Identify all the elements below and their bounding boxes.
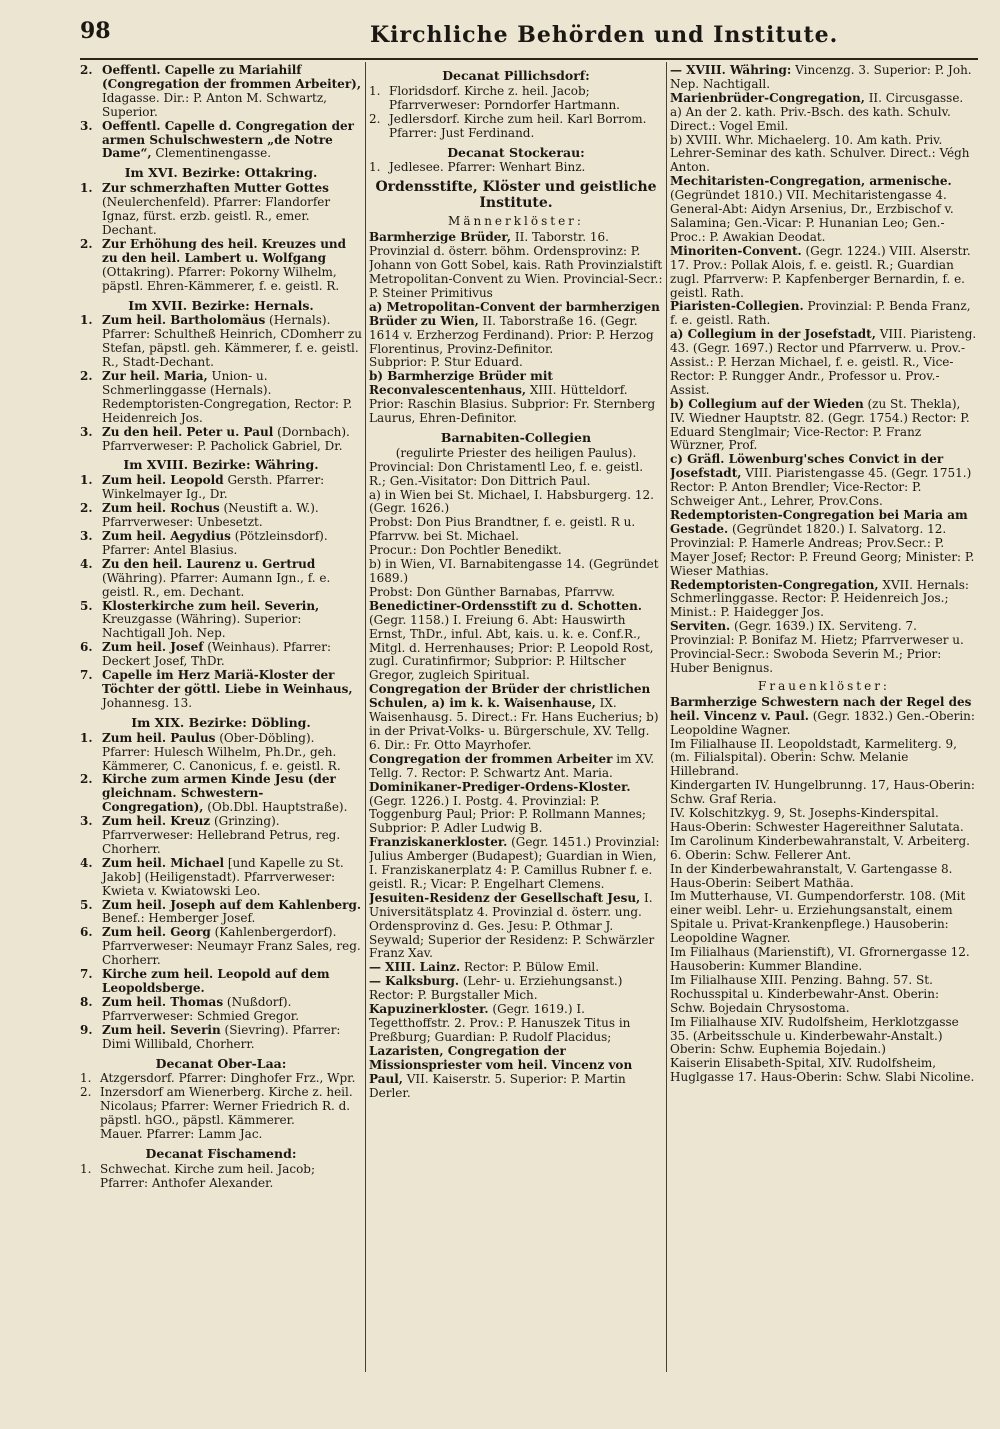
entry-details: (Währing). Pfarrer: Aumann Ign., f. e. geistl. R., em. Dechant. xyxy=(102,570,331,599)
column-divider xyxy=(666,62,667,1372)
entry-number: 1. xyxy=(369,83,381,98)
entry-details: (zu St. Thekla), IV. Wiedner Hauptstr. 82. (Gegr. 1754.) Rector: P. Eduard Stenglmair; Vice-Rector: P. Franz Würzner, Prof. xyxy=(670,396,970,453)
entry-name: Zum heil. Thomas xyxy=(102,994,224,1009)
entry-name: Congregation der frommen Arbeiter xyxy=(369,751,613,766)
entry-name: Zu den heil. Peter u. Paul xyxy=(102,424,274,439)
entry-details: Provinzial: P. Benda Franz, f. e. geistl. Rath. xyxy=(670,299,971,328)
entry-name: Oeffentl. Capelle zu Mariahilf (Congregation der frommen Arbeiter), xyxy=(102,64,361,91)
entry-name: — Kalksburg. xyxy=(369,974,460,989)
section-heading: Barnabiten-Collegien xyxy=(440,429,592,445)
directory-entry xyxy=(670,92,978,106)
entry-details: Benef.: Hemberger Josef. xyxy=(102,911,256,926)
entry-details: (Neustift a. W.). Pfarrverweser: Unbesetzt. xyxy=(102,501,319,530)
entry-details: Jedlersdorf. Kirche zum heil. Karl Borrom. Pfarrer: Just Ferdinand. xyxy=(389,111,647,140)
entry-number: 1. xyxy=(80,1161,92,1176)
directory-entry xyxy=(80,669,362,711)
column-middle xyxy=(369,64,663,1369)
entry-number: 1. xyxy=(80,730,93,745)
directory-entry xyxy=(80,370,362,426)
directory-entry xyxy=(670,807,978,835)
entry-details: II. Taborstraße 16. (Gegr. 1614 v. Erzherzog Ferdinand). Prior: P. Herzog Florentinus, Provinz-Definitor. xyxy=(369,313,654,356)
directory-entry xyxy=(369,892,663,962)
entry-number: 1. xyxy=(80,1071,92,1086)
entry-details: (Ottakring). Pfarrer: Pokorny Wilhelm, päpstl. Ehren-Kämmerer, f. e. geistl. R. xyxy=(102,264,340,293)
directory-entry xyxy=(80,773,362,815)
entry-name: Serviten. xyxy=(670,619,731,634)
directory-entry xyxy=(369,113,663,141)
directory-entry xyxy=(80,530,362,558)
directory-entry xyxy=(670,453,978,509)
entry-details: (Grinzing). Pfarrverweser: Hellebrand Petrus, reg. Chorherr. xyxy=(102,814,341,856)
directory-entry xyxy=(670,863,978,891)
entry-name: Congregation der Brüder der christlichen Schulen, a) im k. k. Waisenhause, xyxy=(369,682,651,711)
entry-details: (Gegr. 1619.) I. Tegetthoffstr. 2. Prov.: P. Hanuszek Titus in Preßburg; Guardian: P. Rudolf Placidus; xyxy=(369,1002,631,1044)
entry-name: a) Collegium in der Josefstadt, xyxy=(670,327,876,342)
entry-number: 1. xyxy=(369,160,381,175)
entry-details: Atzgersdorf. Pfarrer: Dinghofer Frz., Wpr. xyxy=(100,1071,356,1086)
entry-details: Kreuzgasse (Währing). Superior: Nachtigall Joh. Nep. xyxy=(102,612,302,641)
directory-entry xyxy=(369,461,663,489)
directory-entry xyxy=(80,1163,362,1191)
entry-number: 2. xyxy=(80,1085,92,1100)
entry-name: Piaristen-Collegien. xyxy=(670,299,804,314)
directory-entry xyxy=(369,1003,663,1045)
directory-entry xyxy=(670,106,978,134)
entry-name: b) Collegium auf der Wieden xyxy=(670,396,864,411)
entry-details: IV. Kolschitzkyg. 9, St. Josephs-Kinderspital. Haus-Oberin: Schwester Hagereithner Salutata. xyxy=(670,806,964,834)
entry-number: 3. xyxy=(80,118,93,133)
entry-details: b) XVIII. Whr. Michaelerg. 10. Am kath. Priv. Lehrer-Seminar des kath. Schulver. Direct.: Végh Anton. xyxy=(670,132,970,175)
section-heading: Im XVI. Bezirke: Ottakring. xyxy=(124,165,318,181)
directory-entry xyxy=(80,182,362,238)
directory-entry xyxy=(80,926,362,968)
directory-entry xyxy=(369,231,663,301)
entry-details: Kindergarten IV. Hungelbrunng. 17, Haus-Oberin: Schw. Graf Reria. xyxy=(670,778,975,807)
entry-name: Redemptoristen-Congregation, xyxy=(670,577,879,592)
entry-details: Vincenzg. 3. Superior: P. Joh. Nep. Nachtigall. xyxy=(670,64,972,91)
directory-entry xyxy=(369,1045,663,1101)
directory-entry xyxy=(670,64,978,92)
entry-details: a) in Wien bei St. Michael, I. Habsburgerg. 12. (Gegr. 1626.) xyxy=(369,487,654,516)
section-heading: Im XVIII. Bezirke: Währing. xyxy=(123,457,319,473)
entry-details: (Kahlenbergerdorf). Pfarrverweser: Neumayr Franz Sales, reg. Chorherr. xyxy=(102,925,361,968)
directory-entry xyxy=(80,426,362,454)
entry-details: Inzersdorf am Wienerberg. Kirche z. heil. Nicolaus; Pfarrer: Werner Friedrich R. d. päpstl. hGO., päpstl. Kämmerer. xyxy=(100,1085,353,1128)
directory-entry xyxy=(670,1016,978,1058)
entry-details: Im Mutterhause, VI. Gumpendorferstr. 108. (Mit einer weibl. Lehr- u. Erziehungsanstalt, einem Spitale u. Privat-Krankenpflege.) Hausoberin: Leopoldine Wagner. xyxy=(670,889,966,946)
directory-entry xyxy=(369,161,663,175)
entry-name: — XVIII. Währing: xyxy=(670,64,792,77)
column-right xyxy=(670,64,978,1369)
entry-number: 7. xyxy=(80,668,93,683)
entry-name: Mechitaristen-Congregation, armenische. xyxy=(670,174,952,189)
entry-details: Jedlesee. Pfarrer: Wenhart Binz. xyxy=(389,160,586,175)
entry-number: 3. xyxy=(80,814,93,829)
directory-entry xyxy=(80,314,362,370)
entry-name: Jesuiten-Residenz der Gesellschaft Jesu, xyxy=(369,890,641,905)
directory-entry xyxy=(670,328,978,398)
entry-name: c) Gräfl. Löwenburg'sches Convict in der Josefstadt, xyxy=(670,452,944,481)
entry-details: Rector: P. Bülow Emil. xyxy=(460,960,600,975)
column-left xyxy=(80,64,362,1369)
entry-name: Zum heil. Michael xyxy=(102,855,225,870)
directory-entry xyxy=(369,836,663,892)
entry-details: (Pötzleinsdorf). Pfarrer: Antel Blasius. xyxy=(102,529,328,557)
directory-entry xyxy=(670,946,978,974)
directory-entry xyxy=(369,301,663,357)
page-number: 98 xyxy=(80,18,111,44)
entry-details: Johannesg. 13. xyxy=(102,695,193,710)
directory-entry xyxy=(670,696,978,738)
entry-details: Idagasse. Dir.: P. Anton M. Schwartz, Superior. xyxy=(102,90,327,119)
directory-entry xyxy=(369,356,663,370)
entry-details: Schwechat. Kirche zum heil. Jacob; Pfarrer: Anthofer Alexander. xyxy=(100,1161,316,1190)
entry-details: Im Filialhaus (Marienstift), VI. Gfrornergasse 12. Hausoberin: Kummer Blandine. xyxy=(670,945,970,973)
directory-entry xyxy=(670,398,978,454)
entry-details: XIII. Hütteldorf. Prior: Raschin Blasius. Subprior: Fr. Sternberg Laurus, Ehren-Definitor. xyxy=(369,383,656,426)
directory-entry xyxy=(670,779,978,807)
entry-number: 2. xyxy=(80,772,93,787)
entry-number: 6. xyxy=(80,925,93,940)
entry-details: In der Kinderbewahranstalt, V. Gartengasse 8. Haus-Oberin: Seibert Mathäa. xyxy=(670,861,953,890)
entry-name: Zum heil. Kreuz xyxy=(102,814,211,829)
entry-name: Redemptoristen-Congregation bei Maria am Gestade. xyxy=(670,508,968,536)
section-heading: Decanat Stockerau: xyxy=(447,144,585,160)
section-heading: Im XVII. Bezirke: Hernals. xyxy=(128,297,314,313)
entry-number: 2. xyxy=(80,64,93,77)
entry-number: 8. xyxy=(80,994,93,1009)
directory-entry xyxy=(670,1057,978,1085)
entry-name: Zum heil. Bartholomäus xyxy=(102,313,266,328)
entry-name: Kirche zum heil. Leopold auf dem Leopoldsberge. xyxy=(102,967,330,995)
entry-details: (Ob.Dbl. Hauptstraße). xyxy=(203,800,348,815)
directory-entry xyxy=(369,85,663,113)
main-heading: Ordensstifte, Klöster und geistliche Institute. xyxy=(375,179,657,212)
entry-details: VIII. Piaristengasse 45. (Gegr. 1751.) Rector: P. Anton Brendler; Vice-Rector: P. Schweiger Ant., Lehrer, Prov.Cons. xyxy=(670,466,972,509)
directory-entry xyxy=(80,558,362,600)
entry-details: Floridsdorf. Kirche z. heil. Jacob; Pfarrverweser: Porndorfer Hartmann. xyxy=(389,83,620,112)
entry-number: 3. xyxy=(80,529,93,543)
entry-number: 2. xyxy=(80,369,93,384)
section-heading: Decanat Fischamend: xyxy=(145,1145,297,1161)
entry-name: Zum heil. Joseph auf dem Kahlenberg. xyxy=(102,897,362,912)
entry-details: [und Kapelle zu St. Jakob] (Heiligenstadt). Pfarrverweser: Kwieta v. Kwiatowski Leo. xyxy=(102,855,344,898)
entry-details: (Ober-Döbling). Pfarrer: Hulesch Wilhelm, Ph.Dr., geh. Kämmerer, C. Canonicus, f. e. geistl. R. xyxy=(102,730,341,773)
entry-name: a) Metropolitan-Convent der barmherzigen Brüder zu Wien, xyxy=(369,299,660,328)
entry-number: 7. xyxy=(80,967,93,982)
entry-number: 2. xyxy=(80,501,93,516)
running-title: Kirchliche Behörden und Institute. xyxy=(370,22,839,48)
entry-details: Probst: Don Pius Brandtner, f. e. geistl. R u. Pfarrvw. bei St. Michael. xyxy=(369,515,636,544)
directory-entry xyxy=(80,474,362,502)
directory-entry xyxy=(80,600,362,642)
entry-details: Im Filialhause XIV. Rudolfsheim, Herklotzgasse 35. (Arbeitsschule u. Kinderbewahr-Anstalt.) Oberin: Schw. Euphemia Bojedain.) xyxy=(670,1014,959,1057)
entry-details: Im Carolinum Kinderbewahranstalt, V. Arbeiterg. 6. Oberin: Schw. Fellerer Ant. xyxy=(670,833,970,862)
directory-entry xyxy=(80,1128,362,1142)
directory-entry xyxy=(369,516,663,544)
entry-name: Zum heil. Rochus xyxy=(102,501,220,516)
entry-details: Subprior: P. Stur Eduard. xyxy=(369,355,523,370)
directory-entry xyxy=(369,370,663,426)
directory-entry xyxy=(670,738,978,780)
entry-details: a) An der 2. kath. Priv.-Bsch. des kath. Schulv. Direct.: Vogel Emil. xyxy=(670,104,951,133)
section-heading: Decanat Pillichsdorf: xyxy=(442,68,590,83)
entry-name: Capelle im Herz Mariä-Kloster der Töchter der göttl. Liebe in Weinhaus, xyxy=(102,668,353,696)
directory-entry xyxy=(369,600,663,683)
entry-number: 1. xyxy=(80,313,93,328)
entry-details: (Gegründet 1810.) VII. Mechitaristengasse 4. General-Abt: Aidyn Arsenius, Dr., Erzbischof v. Salamina; Gen.-Vicar: P. Hunanian Leo; Gen.-Proc.: P. Awakian Deodat. xyxy=(670,188,954,244)
directory-entry xyxy=(80,1024,362,1052)
directory-entry xyxy=(670,890,978,946)
entry-details: (Sievring). Pfarrer: Dimi Willibald, Chorherr. xyxy=(102,1022,341,1051)
directory-entry xyxy=(80,968,362,996)
entry-number: 6. xyxy=(80,640,93,655)
directory-entry xyxy=(369,544,663,558)
entry-details: (Lehr- u. Erziehungsanst.) Rector: P. Burgstaller Mich. xyxy=(369,974,623,1003)
entry-details: I. Universitätsplatz 4. Provinzial d. österr. ung. Ordensprovinz d. Ges. Jesu: P. Othmar J. Seywald; Superior der Residenz: P. Schwärzler Franz Xav. xyxy=(369,890,655,961)
entry-number: 5. xyxy=(80,598,93,613)
entry-details: (Dornbach). Pfarrverweser: P. Pacholick Gabriel, Dr. xyxy=(102,424,350,453)
entry-details: (Gegr. 1158.) I. Freiung 6. Abt: Hauswirth Ernst, ThDr., inful. Abt, kais. u. k. e. Conf.R., Mitgl. d. Herrenhauses; Prior: P. Leopold Rost, zugl. Curatinfirmor; Subprior: P. Hiltscher Gregor, zugleich Spiritual. xyxy=(369,612,654,683)
entry-number: 9. xyxy=(80,1022,93,1037)
directory-entry xyxy=(670,974,978,1016)
entry-name: Franziskanerkloster. xyxy=(369,835,508,850)
entry-name: Zum heil. Georg xyxy=(102,925,211,940)
entry-details: Mauer. Pfarrer: Lamm Jac. xyxy=(100,1127,263,1142)
directory-entry xyxy=(80,899,362,927)
section-heading: Im XIX. Bezirke: Döbling. xyxy=(131,714,311,730)
directory-entry xyxy=(80,732,362,774)
entry-name: Zum heil. Leopold xyxy=(102,473,224,488)
directory-entry xyxy=(80,1086,362,1128)
entry-details: IX. Waisenhausg. 5. Direct.: Fr. Hans Eucherius; b) in der Privat-Volks- u. Bürgerschule, XV. Tellg. 6. Dir.: Fr. Otto Mayrhofer. xyxy=(369,696,659,752)
entry-details: II. Taborstr. 16. Provinzial d. österr. böhm. Ordensprovinz: P. Johann von Gott Sobel, kais. Rath Provinzialstift Metropolitan-Convent zu Wien. Provincial-Secr.: P. Steiner Primitivus xyxy=(369,230,663,300)
entry-name: b) Barmherzige Brüder mit Reconvalescentenhaus, xyxy=(369,369,553,398)
directory-entry xyxy=(80,502,362,530)
column-divider xyxy=(365,62,366,1372)
entry-name: Benedictiner-Ordensstift zu d. Schotten. xyxy=(369,598,642,613)
section-heading: Männerklöster: xyxy=(448,214,584,229)
directory-entry xyxy=(369,961,663,975)
entry-name: Zum heil. Josef xyxy=(102,640,204,655)
entry-number: 4. xyxy=(80,556,93,571)
entry-details: VII. Kaiserstr. 5. Superior: P. Martin Derler. xyxy=(369,1071,626,1100)
header-rule xyxy=(80,58,978,60)
entry-name: Barmherzige Schwestern nach der Regel des heil. Vincenz v. Paul. xyxy=(670,694,972,723)
entry-name: — XIII. Lainz. xyxy=(369,960,461,975)
directory-entry xyxy=(670,134,978,176)
entry-name: Zur Erhöhung des heil. Kreuzes und zu den heil. Lambert u. Wolfgang xyxy=(102,236,347,265)
directory-entry xyxy=(80,1072,362,1086)
directory-entry xyxy=(80,64,362,120)
entry-details: im XV. Tellg. 7. Rector: P. Schwartz Ant. Maria. xyxy=(369,751,655,780)
entry-details: (Gegr. 1639.) IX. Serviteng. 7. Provinzial: P. Bonifaz M. Hietz; Pfarrverweser u. Provincial-Secr.: Swoboda Severin M.; Prior: Huber Benignus. xyxy=(670,619,964,675)
directory-entry xyxy=(369,558,663,586)
directory-entry xyxy=(369,975,663,1003)
entry-details: (Nußdorf). Pfarrverweser: Schmied Gregor. xyxy=(102,994,300,1023)
entry-number: 1. xyxy=(80,473,93,488)
entry-details: Union- u. Schmerlinggasse (Hernals). Redemptoristen-Congregation, Rector: P. Heidenreich Jos. xyxy=(102,369,353,425)
entry-details: VIII. Piaristeng. 43. (Gegr. 1697.) Rector und Pfarrverw. u. Prov.-Assist.: P. Herzan Michael, f. e. geistl. R., Vice-Rector: P. Rungger Andr., Professor u. Prov.-Assist. xyxy=(670,327,977,397)
entry-details: (Gegründet 1820.) I. Salvatorg. 12. Provinzial: P. Hamerle Andreas; Prov.Secr.: P. Mayer Josef; Rector: P. Freund Georg; Minister: P. Wieser Mathias. xyxy=(670,521,975,578)
directory-entry xyxy=(369,781,663,837)
entry-name: Zum heil. Severin xyxy=(102,1022,221,1037)
entry-details: Im Filialhause XIII. Penzing. Bahng. 57. St. Rochusspital u. Kinderbewahr-Anst. Oberin: Schw. Bojedain Chrysostoma. xyxy=(670,972,940,1015)
entry-name: Marienbrüder-Congregation, xyxy=(670,90,865,105)
entry-name: Zur heil. Maria, xyxy=(102,369,208,384)
entry-number: 2. xyxy=(369,111,381,126)
entry-name: Zur schmerzhaften Mutter Gottes xyxy=(102,181,329,196)
entry-details: (Hernals). Pfarrer: Schultheß Heinrich, CDomherr zu Stefan, päpstl. geh. Kämmerer, f. e. geistl. R., Stadt-Dechant. xyxy=(102,313,362,370)
entry-details: (Gegr. 1451.) Provinzial: Julius Amberger (Budapest); Guardian in Wien, I. Franziskanerplatz 4: P. Camillus Rubner f. e. geistl. R.; Vicar: P. Engelhart Clemens. xyxy=(369,835,660,891)
entry-details: Probst: Don Günther Barnabas, Pfarrvw. xyxy=(369,584,615,599)
entry-name: Barmherzige Brüder, xyxy=(369,230,512,245)
directory-entry xyxy=(670,579,978,621)
entry-name: Zu den heil. Laurenz u. Gertrud xyxy=(102,556,316,571)
entry-name: Kirche zum armen Kinde Jesu (der gleichnam. Schwestern-Congregation), xyxy=(102,772,336,815)
entry-details: b) in Wien, VI. Barnabitengasse 14. (Gegründet 1689.) xyxy=(369,557,659,585)
directory-entry xyxy=(80,238,362,294)
section-heading: Frauenklöster: xyxy=(758,678,890,693)
entry-name: Klosterkirche zum heil. Severin, xyxy=(102,598,320,613)
directory-entry xyxy=(80,641,362,669)
entry-details: (Weinhaus). Pfarrer: Deckert Josef, ThDr. xyxy=(102,640,332,669)
directory-entry xyxy=(80,815,362,857)
entry-name: Dominikaner-Prediger-Ordens-Kloster. xyxy=(369,779,631,794)
directory-entry xyxy=(670,620,978,676)
directory-entry xyxy=(670,245,978,301)
directory-entry xyxy=(670,300,978,328)
directory-entry xyxy=(369,753,663,781)
entry-details: Kaiserin Elisabeth-Spital, XIV. Rudolfsheim, Huglgasse 17. Haus-Oberin: Schw. Slabi Nicoline. xyxy=(670,1056,975,1085)
entry-details: (Gegr. 1832.) Gen.-Oberin: Leopoldine Wagner. xyxy=(670,708,975,737)
entry-name: Zum heil. Paulus xyxy=(102,730,216,745)
entry-details: (Gegr. 1224.) VIII. Alserstr. 17. Prov.: Pollak Alois, f. e. geistl. R.; Guardian zugl. Pfarrverw: P. Kapfenberger Bernardin, f. e. geistl. Rath. xyxy=(670,243,971,300)
directory-entry xyxy=(369,683,663,753)
directory-entry xyxy=(80,996,362,1024)
entry-details: II. Circusgasse. xyxy=(864,90,964,105)
entry-details: (Gegr. 1226.) I. Postg. 4. Provinzial: P. Toggenburg Paul; Prior: P. Rollmann Mannes; Subprior: P. Adler Ludwig B. xyxy=(369,793,646,836)
directory-entry xyxy=(80,857,362,899)
entry-number: 4. xyxy=(80,855,93,870)
entry-details: XVII. Hernals: Schmerlinggasse. Rector: P. Heidenreich Jos.; Minist.: P. Haidegger Jos. xyxy=(670,577,969,620)
entry-details: Gersth. Pfarrer: Winkelmayer Ig., Dr. xyxy=(102,473,325,502)
directory-entry xyxy=(369,586,663,600)
entry-name: Zum heil. Aegydius xyxy=(102,529,231,543)
note-line: (regulirte Priester des heiligen Paulus). xyxy=(395,445,637,460)
entry-name: Kapuzinerkloster. xyxy=(369,1002,489,1017)
entry-details: Provincial: Don Christamentl Leo, f. e. geistl. R.; Gen.-Visitator: Don Dittrich Paul. xyxy=(369,459,644,488)
directory-entry xyxy=(670,509,978,579)
entry-number: 1. xyxy=(80,181,93,196)
entry-details: Im Filialhause II. Leopoldstadt, Karmeliterg. 9, (m. Filialspital). Oberin: Schw. Melanie Hillebrand. xyxy=(670,736,957,779)
entry-name: Lazaristen, Congregation der Missionspriester vom heil. Vincenz von Paul, xyxy=(369,1043,633,1086)
entry-name: Oeffentl. Capelle d. Congregation der armen Schulschwestern „de Notre Dame“, xyxy=(102,118,354,161)
entry-number: 5. xyxy=(80,897,93,912)
entry-name: Minoriten-Convent. xyxy=(670,243,802,258)
section-heading: Decanat Ober-Laa: xyxy=(155,1055,287,1071)
directory-entry xyxy=(670,175,978,245)
entry-number: 2. xyxy=(80,236,93,251)
directory-entry xyxy=(369,489,663,517)
directory-entry xyxy=(670,835,978,863)
entry-details: Clementinengasse. xyxy=(151,146,272,161)
entry-details: (Neulerchenfeld). Pfarrer: Flandorfer Ignaz, fürst. erzb. geistl. R., emer. Dechant. xyxy=(102,195,331,237)
directory-entry xyxy=(80,120,362,162)
entry-number: 3. xyxy=(80,424,93,439)
entry-details: Procur.: Don Pochtler Benedikt. xyxy=(369,543,562,558)
